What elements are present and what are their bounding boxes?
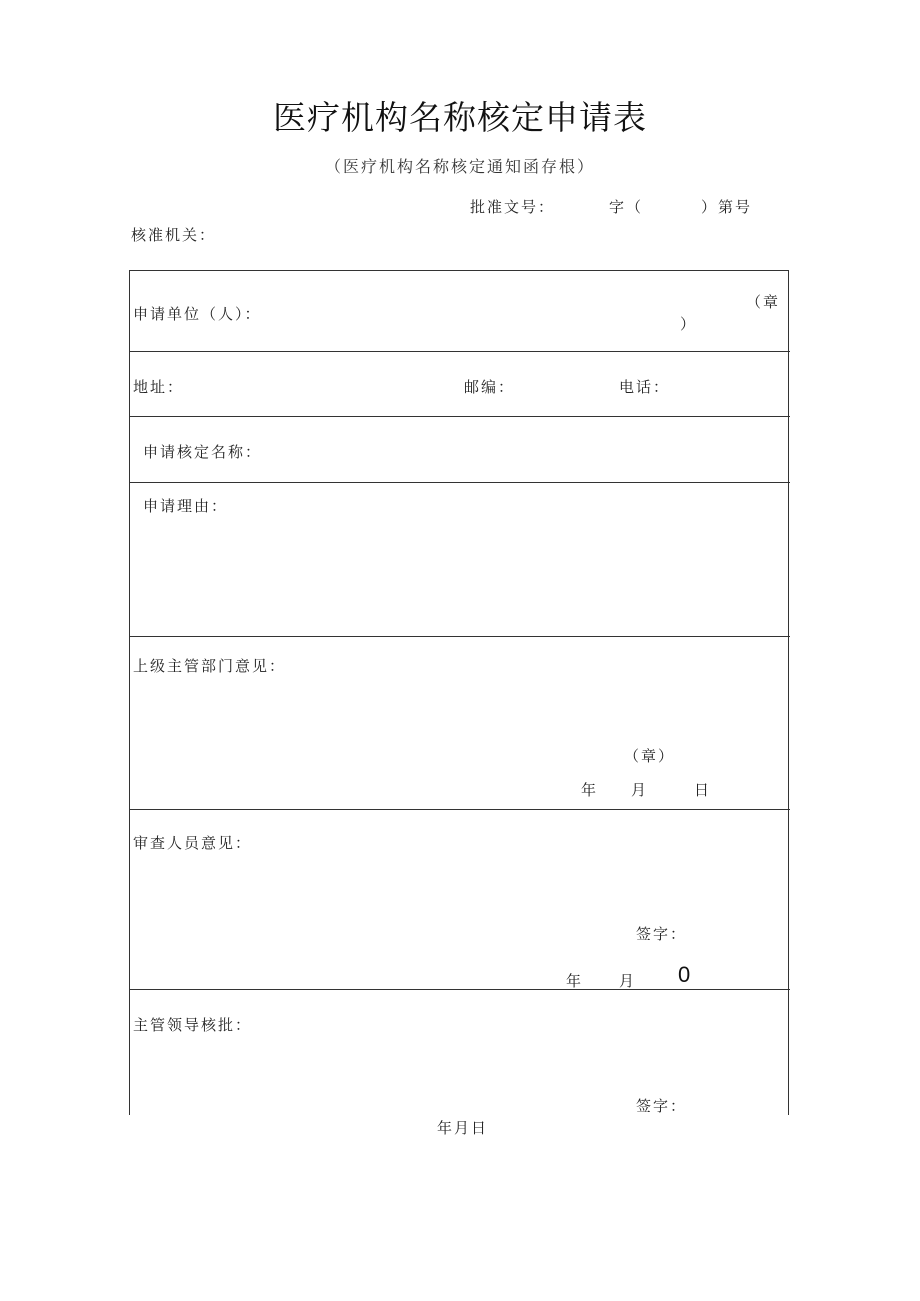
row-divider [129,636,790,637]
reviewer-date-month: 月 [619,972,637,990]
reviewer-opinion-label: 审查人员意见： [133,834,253,852]
postcode-label: 邮编： [464,378,516,396]
row-divider [129,989,790,990]
row-divider [129,809,790,810]
reviewer-date-day-glyph: 0 [678,962,691,987]
approval-number-label: 批准文号： [470,198,556,216]
row-divider [129,482,790,483]
leader-approval-label: 主管领导核批： [133,1016,253,1034]
superior-opinion-label: 上级主管部门意见： [133,657,287,675]
applicant-seal-close: ） [680,315,698,333]
page-title: 医疗机构名称核定申请表 [273,98,647,137]
reviewer-date-year: 年 [566,972,584,990]
row-divider [129,351,790,352]
applicant-label: 申请单位（人）： [133,305,262,323]
applicant-seal-open: （章 [746,293,781,311]
leader-signature-label: 签字： [636,1097,688,1115]
approving-authority-label: 核准机关： [131,226,217,244]
superior-date-year: 年 [581,781,599,799]
superior-date-day: 日 [694,781,712,799]
leader-approval-date: 年月日 [437,1119,489,1137]
page-subtitle: （医疗机构名称核定通知函存根） [324,157,595,176]
reviewer-signature-label: 签字： [636,925,688,943]
approval-number-zi: 字（ [609,198,644,216]
approval-number-suffix: ）第号 [701,198,753,216]
superior-date-month: 月 [631,781,649,799]
row-divider [129,416,790,417]
requested-name-label: 申请核定名称： [143,443,263,461]
reason-label: 申请理由： [143,497,229,515]
address-label: 地址： [133,378,185,396]
phone-label: 电话： [619,378,671,396]
superior-seal: （章） [624,747,676,765]
